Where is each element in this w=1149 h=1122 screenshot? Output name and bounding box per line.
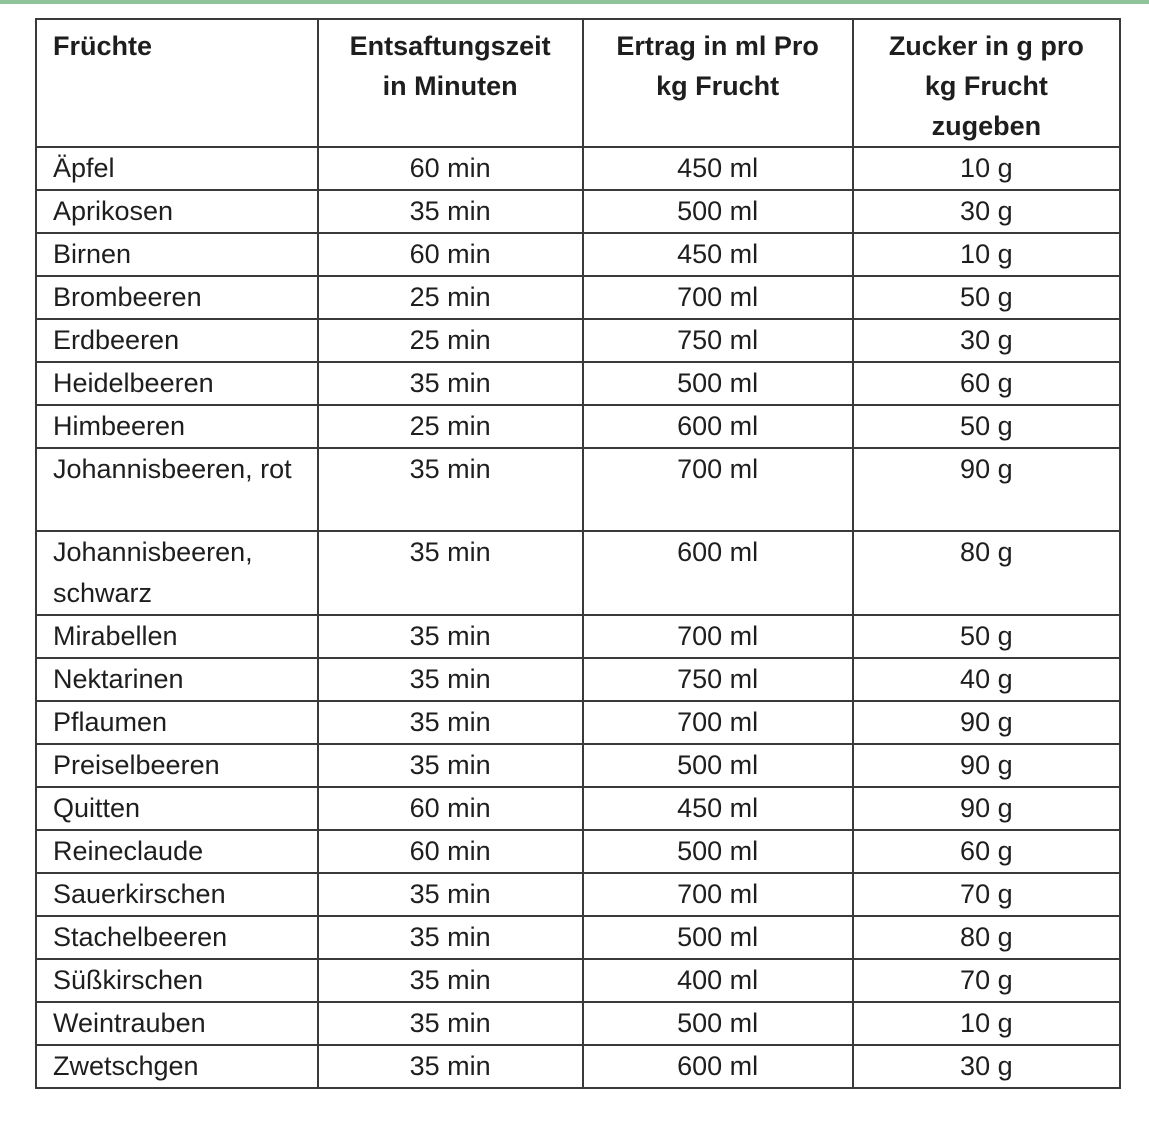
cell-sugar: 10 g (853, 1002, 1120, 1045)
cell-fruit: Reineclaude (36, 830, 318, 873)
cell-fruit: Johannisbeeren, rot (36, 448, 318, 531)
table-row (36, 615, 1120, 658)
cell-time: 60 min (318, 787, 583, 830)
cell-fruit: Quitten (36, 787, 318, 830)
juicing-table (35, 18, 1121, 1089)
cell-sugar: 90 g (853, 448, 1120, 531)
cell-sugar: 40 g (853, 658, 1120, 701)
table-row (36, 701, 1120, 744)
header-sugar: Zucker in g pro kg Frucht zugeben (853, 19, 1120, 147)
cell-fruit: Erdbeeren (36, 319, 318, 362)
cell-yield: 400 ml (583, 959, 853, 1002)
cell-sugar: 70 g (853, 959, 1120, 1002)
cell-sugar: 30 g (853, 1045, 1120, 1088)
cell-fruit: Stachelbeeren (36, 916, 318, 959)
cell-yield: 750 ml (583, 319, 853, 362)
cell-fruit: Mirabellen (36, 615, 318, 658)
cell-yield: 500 ml (583, 362, 853, 405)
cell-fruit: Preiselbeeren (36, 744, 318, 787)
cell-sugar: 60 g (853, 830, 1120, 873)
cell-yield: 500 ml (583, 744, 853, 787)
cell-time: 35 min (318, 916, 583, 959)
table-row (36, 405, 1120, 448)
cell-yield: 500 ml (583, 190, 853, 233)
cell-sugar: 30 g (853, 190, 1120, 233)
table-row (36, 190, 1120, 233)
table-row (36, 276, 1120, 319)
table-row (36, 147, 1120, 190)
cell-time: 35 min (318, 744, 583, 787)
cell-time: 60 min (318, 830, 583, 873)
table-row (36, 873, 1120, 916)
cell-time: 35 min (318, 531, 583, 615)
cell-time: 35 min (318, 362, 583, 405)
header-yield: Ertrag in ml Pro kg Frucht (583, 19, 853, 147)
cell-time: 60 min (318, 147, 583, 190)
cell-time: 25 min (318, 276, 583, 319)
cell-yield: 600 ml (583, 405, 853, 448)
cell-fruit: Himbeeren (36, 405, 318, 448)
cell-time: 35 min (318, 873, 583, 916)
table-row (36, 362, 1120, 405)
table-row (36, 744, 1120, 787)
cell-yield: 450 ml (583, 233, 853, 276)
cell-yield: 450 ml (583, 147, 853, 190)
table-body (36, 147, 1120, 1088)
table-row (36, 787, 1120, 830)
cell-yield: 450 ml (583, 787, 853, 830)
table-row (36, 830, 1120, 873)
table-row (36, 319, 1120, 362)
cell-time: 35 min (318, 701, 583, 744)
cell-time: 35 min (318, 615, 583, 658)
cell-time: 35 min (318, 1002, 583, 1045)
cell-fruit: Heidelbeeren (36, 362, 318, 405)
cell-yield: 700 ml (583, 873, 853, 916)
cell-fruit: Äpfel (36, 147, 318, 190)
cell-sugar: 90 g (853, 744, 1120, 787)
cell-time: 35 min (318, 658, 583, 701)
cell-sugar: 10 g (853, 233, 1120, 276)
table-row (36, 531, 1120, 615)
cell-fruit: Weintrauben (36, 1002, 318, 1045)
cell-time: 60 min (318, 233, 583, 276)
cell-sugar: 80 g (853, 916, 1120, 959)
cell-fruit: Birnen (36, 233, 318, 276)
table-row (36, 1045, 1120, 1088)
table-row (36, 1002, 1120, 1045)
top-accent-bar (0, 0, 1149, 4)
cell-yield: 700 ml (583, 701, 853, 744)
cell-sugar: 60 g (853, 362, 1120, 405)
cell-time: 35 min (318, 190, 583, 233)
cell-sugar: 80 g (853, 531, 1120, 615)
cell-sugar: 50 g (853, 615, 1120, 658)
cell-fruit: Sauerkirschen (36, 873, 318, 916)
cell-fruit: Aprikosen (36, 190, 318, 233)
header-juicing-time: Entsaftungszeit in Minuten (318, 19, 583, 147)
cell-time: 35 min (318, 448, 583, 531)
table-row (36, 959, 1120, 1002)
cell-sugar: 90 g (853, 701, 1120, 744)
table-row (36, 233, 1120, 276)
table-row (36, 658, 1120, 701)
cell-yield: 750 ml (583, 658, 853, 701)
cell-fruit: Süßkirschen (36, 959, 318, 1002)
cell-sugar: 50 g (853, 276, 1120, 319)
cell-sugar: 10 g (853, 147, 1120, 190)
cell-time: 35 min (318, 959, 583, 1002)
cell-sugar: 90 g (853, 787, 1120, 830)
cell-yield: 700 ml (583, 615, 853, 658)
cell-yield: 600 ml (583, 1045, 853, 1088)
cell-yield: 500 ml (583, 916, 853, 959)
cell-fruit: Nektarinen (36, 658, 318, 701)
cell-time: 35 min (318, 1045, 583, 1088)
cell-fruit: Pflaumen (36, 701, 318, 744)
cell-yield: 700 ml (583, 276, 853, 319)
cell-fruit: Zwetschgen (36, 1045, 318, 1088)
cell-time: 25 min (318, 405, 583, 448)
table-row (36, 916, 1120, 959)
cell-fruit: Johannisbeeren, schwarz (36, 531, 318, 615)
header-row (36, 19, 1120, 147)
cell-time: 25 min (318, 319, 583, 362)
header-fruits: Früchte (36, 19, 318, 147)
cell-yield: 700 ml (583, 448, 853, 531)
cell-yield: 500 ml (583, 1002, 853, 1045)
table-row (36, 448, 1120, 531)
cell-sugar: 50 g (853, 405, 1120, 448)
cell-yield: 500 ml (583, 830, 853, 873)
cell-sugar: 30 g (853, 319, 1120, 362)
cell-sugar: 70 g (853, 873, 1120, 916)
cell-yield: 600 ml (583, 531, 853, 615)
cell-fruit: Brombeeren (36, 276, 318, 319)
